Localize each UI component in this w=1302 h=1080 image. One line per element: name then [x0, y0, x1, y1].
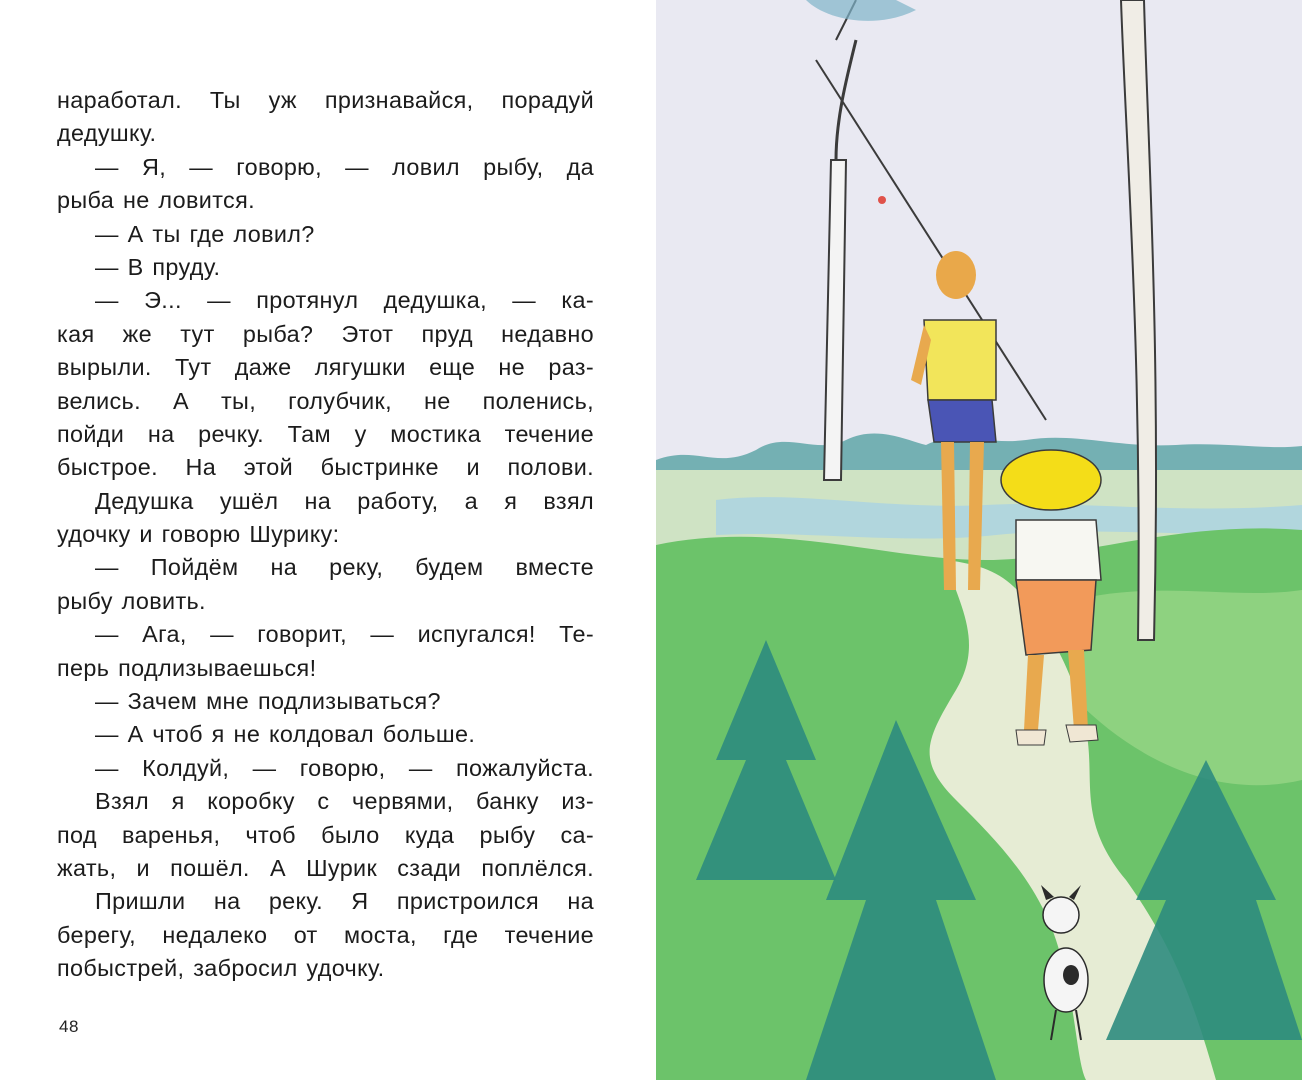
- story-text: [57, 84, 594, 986]
- text-line: пойди на речку. Там у мостика течение: [57, 420, 594, 447]
- text-line: — А чтоб я не колдовал больше.: [95, 721, 476, 748]
- text-line: — А ты где ловил?: [95, 220, 315, 247]
- text-line: вырыли. Тут даже лягушки еще не раз-: [57, 354, 594, 381]
- text-line: побыстрей, забросил удочку.: [57, 955, 385, 982]
- text-line: Взял я коробку с червями, банку из-: [95, 788, 594, 815]
- text-line: удочку и говорю Шурику:: [57, 521, 340, 548]
- text-line: — Пойдём на реку, будем вместе: [95, 554, 594, 581]
- page-number: 48: [59, 1017, 79, 1036]
- illustration: [656, 0, 1302, 1080]
- text-line: рыба не ловится.: [57, 187, 255, 214]
- text-line: рыбу ловить.: [57, 587, 206, 614]
- text-line: перь подлизываешься!: [57, 654, 317, 681]
- text-line: велись. А ты, голубчик, не поленись,: [57, 387, 594, 414]
- text-line: берегу, недалеко от моста, где течение: [57, 921, 594, 948]
- text-line: Пришли на реку. Я пристроился на: [95, 888, 594, 915]
- text-line: кая же тут рыба? Этот пруд недавно: [57, 320, 594, 347]
- text-line: жать, и пошёл. А Шурик сзади поплёлся.: [57, 854, 594, 881]
- text-line: — Зачем мне подлизываться?: [95, 688, 441, 715]
- text-line: — Я, — говорю, — ловил рыбу, да: [95, 153, 594, 180]
- text-line: — Э... — протянул дедушка, — ка-: [95, 287, 594, 314]
- text-line: — Колдуй, — говорю, — пожалуйста.: [95, 754, 594, 781]
- text-line: — В пруду.: [95, 253, 221, 280]
- text-line: дедушку.: [57, 120, 157, 147]
- text-line: под варенья, чтоб было куда рыбу са-: [57, 821, 594, 848]
- text-line: наработал. Ты уж признавайся, порадуй: [57, 87, 594, 113]
- text-line: быстрое. На этой быстринке и полови.: [57, 454, 594, 481]
- text-line: — Ага, — говорит, — испугался! Те-: [95, 621, 594, 648]
- text-line: Дедушка ушёл на работу, а я взял: [95, 487, 594, 514]
